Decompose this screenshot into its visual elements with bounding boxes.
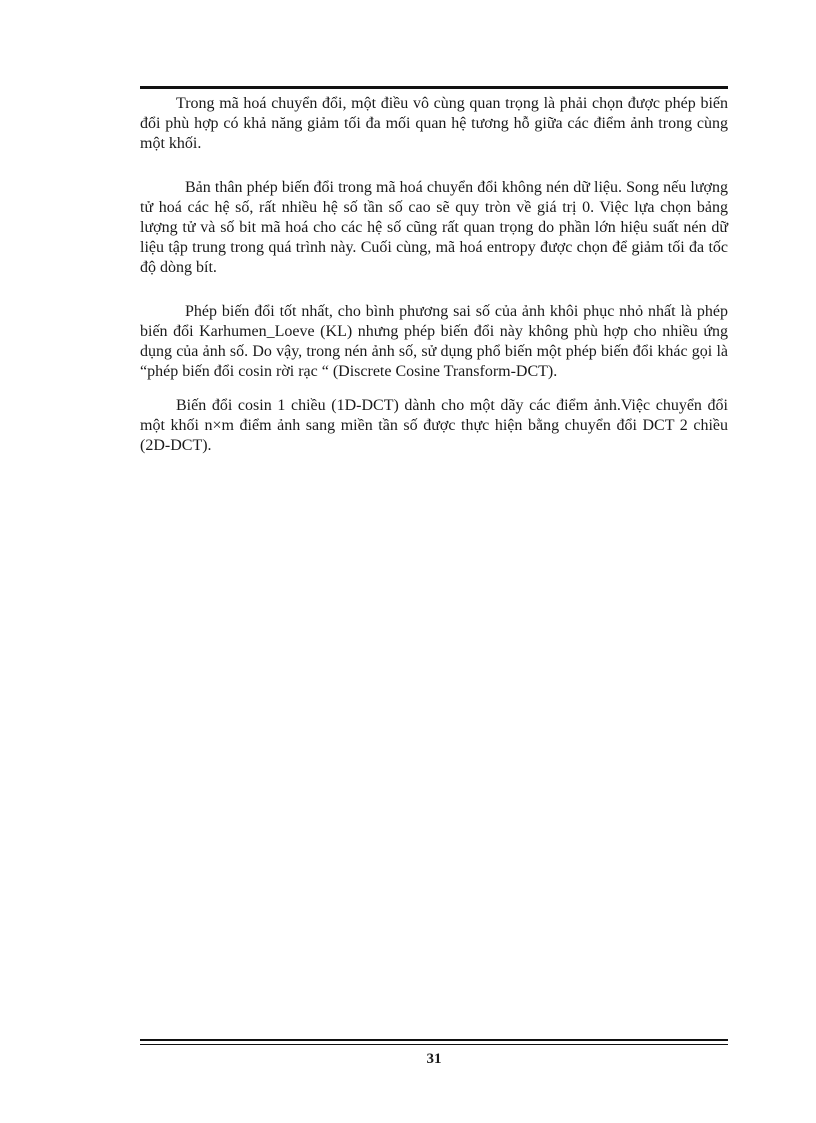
footer-rule-thick: [140, 1039, 728, 1041]
footer-rule-thin: [140, 1044, 728, 1045]
paragraph-4: Biến đổi cosin 1 chiều (1D-DCT) dành cho một dãy các điểm ảnh.Việc chuyển đổi một khối n×m điểm ảnh sang miền tần số được thực hiện bằng chuyển đổi DCT 2 chiều (2D-DCT).: [140, 397, 728, 454]
paragraph-2: Bản thân phép biến đổi trong mã hoá chuyển đổi không nén dữ liệu. Song nếu lượng tử hoá các hệ số, rất nhiều hệ số tần số cao sẽ quy tròn về giá trị 0. Việc lựa chọn bảng lượng tử và số bit mã hoá cho các hệ số cũng rất quan trọng do phần lớn hiệu suất nén dữ liệu tập trung trong quá trình này. Cuối cùng, mã hoá entropy được chọn để giảm tối đa tốc độ dòng bít.: [140, 179, 728, 276]
header-rule: [140, 86, 728, 89]
paragraph-3: Phép biến đổi tốt nhất, cho bình phương sai số của ảnh khôi phục nhỏ nhất là phép biến đổi Karhumen_Loeve (KL) nhưng phép biến đổi này không phù hợp cho nhiều ứng dụng của ảnh số. Do vậy, trong nén ảnh số, sử dụng phổ biến một phép biến đổi khác gọi là “phép biến đổi cosin rời rạc “ (Discrete Cosine Transform-DCT).: [140, 303, 728, 380]
paragraph-1: Trong mã hoá chuyển đổi, một điều vô cùng quan trọng là phải chọn được phép biến đổi phù hợp có khả năng giảm tối đa mối quan hệ tương hỗ giữa các điểm ảnh trong cùng một khối.: [140, 95, 728, 152]
page-body: [140, 94, 728, 456]
page-number: 31: [426, 1051, 442, 1067]
